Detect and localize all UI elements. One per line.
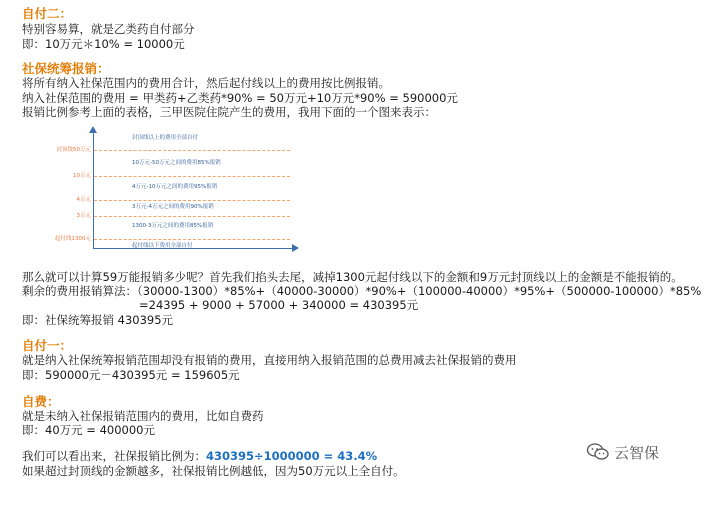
threshold-line — [94, 200, 290, 201]
heading-self-pay-1: 自付一： — [22, 338, 73, 353]
heading-self-fee: 自费： — [22, 394, 60, 409]
threshold-line — [94, 239, 290, 240]
heading-self-pay-2: 自付二： — [22, 6, 73, 21]
text-line: 如果超过封顶线的金额越多，社保报销比例越低，因为50万元以上全自付。 — [22, 464, 405, 478]
band-label: 3万元-4万元之间的费用90%报销 — [132, 204, 214, 210]
y-label: 4万元 — [76, 197, 91, 203]
watermark-text: 云智保 — [614, 444, 660, 462]
y-label: 封顶线50万元 — [56, 147, 91, 153]
text-line: 纳入社保范围的费用 = 甲类药+乙类药*90% = 50万元+10万元*90% = 590000元 — [22, 91, 458, 105]
y-label: 起付线1300元 — [55, 236, 91, 242]
band-label: 10万元-50万元之间的费用85%报销 — [132, 160, 221, 166]
y-label: 10万元 — [73, 173, 91, 179]
watermark — [586, 442, 696, 464]
band-label: 封顶线以上的费用全部自付 — [132, 135, 199, 141]
text-line: =24395 + 9000 + 57000 + 340000 = 430395元 — [139, 298, 419, 312]
text-line: 即：10万元＊10% = 10000元 — [22, 37, 185, 51]
threshold-line — [94, 176, 290, 177]
band-label: 4万元-10万元之间的费用95%报销 — [132, 184, 218, 190]
text-line: 那么就可以计算59万能报销多少呢？首先我们掐头去尾，减掉1300元起付线以下的金额和9万元封顶线以上的金额是不能报销的。 — [22, 270, 683, 284]
threshold-line — [94, 150, 290, 151]
y-label: 3万元 — [76, 213, 91, 219]
heading-pooled: 社保统筹报销： — [22, 61, 110, 76]
band-label: 1300-3万元之间的费用85%报销 — [132, 223, 214, 229]
text-line: 即：社保统筹报销 430395元 — [22, 313, 174, 327]
text-line: 报销比例参考上面的表格，三甲医院住院产生的费用，我用下面的一个图来表示： — [22, 105, 436, 119]
text-line: 就是纳入社保统筹报销范围却没有报销的费用，直接用纳入报销范围的总费用减去社保报销的费用 — [22, 353, 517, 367]
summary-line — [22, 449, 377, 463]
reimbursement-diagram — [48, 120, 298, 260]
text-line: 特别容易算，就是乙类药自付部分 — [22, 22, 195, 36]
summary-ratio: 430395÷1000000 = 43.4% — [206, 449, 378, 463]
wechat-icon — [586, 442, 610, 462]
summary-prefix: 我们可以看出来，社保报销比例为： — [22, 449, 206, 463]
band-label: 起付线以下费用全部自付 — [132, 243, 193, 249]
text-line: 就是未纳入社保报销范围内的费用，比如自费药 — [22, 409, 264, 423]
text-line: 将所有纳入社保范围内的费用合计，然后起付线以上的费用按比例报销。 — [22, 76, 390, 90]
text-line: 剩余的费用报销算法：（30000-1300）*85%+（40000-30000）*90%+（100000-40000）*95%+（500000-100000）*85% — [22, 284, 702, 298]
text-line: 即：40万元 = 400000元 — [22, 423, 155, 437]
text-line: 即：590000元－430395元 = 159605元 — [22, 368, 240, 382]
x-axis — [93, 248, 293, 249]
threshold-line — [94, 216, 290, 217]
